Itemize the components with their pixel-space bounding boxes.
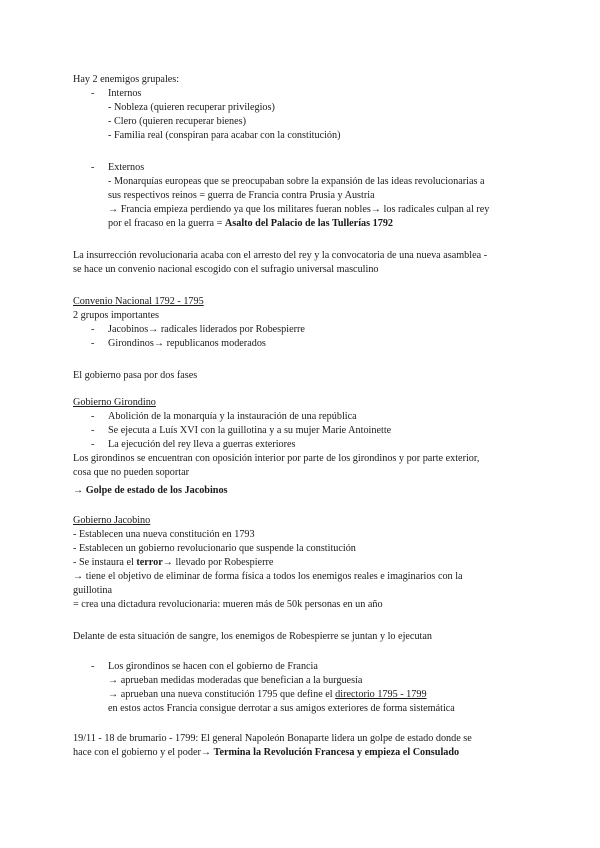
girondino-item: Se ejecuta a Luís XVI con la guillotina y a su mujer Marie Antoinette: [108, 425, 392, 436]
internos-item: - Clero (quieren recuperar bienes): [108, 116, 247, 127]
convenio-item-jacobinos: Jacobinos→ radicales liderados por Robespierre: [108, 324, 305, 335]
externos-line: → Francia empieza perdiendo ya que los militares fueran nobles→ los radicales culpan al rey: [108, 204, 490, 215]
jacobino-terror-line: [73, 556, 273, 569]
internos-item: - Nobleza (quieren recuperar privilegios): [108, 102, 275, 113]
insurreccion-line: se hace un convenio nacional escogido con el sufragio universal masculino: [73, 264, 379, 275]
girondinos-gob-title: Los girondinos se hacen con el gobierno de Francia: [108, 661, 318, 672]
girondinos-gob-directorio-line: [108, 688, 427, 701]
externos-title: Externos: [108, 162, 145, 173]
girondino-dash: -: [91, 425, 95, 436]
terror-word: terror: [136, 557, 163, 568]
girondinos-gob-l2-pre: → aprueban una nueva constitución 1795 que define el: [108, 689, 336, 700]
girondino-item: La ejecución del rey lleva a guerras exteriores: [108, 439, 296, 450]
girondino-line: cosa que no pueden soportar: [73, 467, 189, 478]
jacobino-line: - Establecen una nueva constitución en 1793: [73, 529, 255, 540]
internos-title: Internos: [108, 88, 142, 99]
convenio-heading: Convenio Nacional 1792 - 1795: [73, 296, 204, 307]
externos-line: sus respectivos reinos = guerra de Francia contra Prusia y Austria: [108, 190, 375, 201]
jacobino-line: → tiene el objetivo de eliminar de forma física a todos los enemigos reales e imaginarios con la: [73, 571, 463, 582]
jacobino-line: - Establecen un gobierno revolucionario que suspende la constitución: [73, 543, 356, 554]
girondino-heading: Gobierno Girondino: [73, 397, 156, 408]
girondino-line: Los girondinos se encuentran con oposición interior por parte de los girondinos y por parte exterior,: [73, 453, 480, 464]
convenio-sub: 2 grupos importantes: [73, 310, 160, 321]
jacobino-line: = crea una dictadura revolucionaria: mueren más de 50k personas en un año: [73, 599, 383, 610]
fases-line: El gobierno pasa por dos fases: [73, 370, 198, 381]
externos-dash: -: [91, 162, 95, 173]
intro-line: Hay 2 enemigos grupales:: [73, 74, 180, 85]
girondinos-gob-line: → aprueban medidas moderadas que benefician a la burguesía: [108, 675, 363, 686]
jacobino-line: guillotina: [73, 585, 113, 596]
convenio-item-girondinos: Girondinos→ republicanos moderados: [108, 338, 266, 349]
jacobino-heading: Gobierno Jacobino: [73, 515, 151, 526]
internos-item: - Familia real (conspiran para acabar con la constitución): [108, 130, 341, 141]
girondino-dash: -: [91, 439, 95, 450]
insurreccion-line: La insurrección revolucionaria acaba con el arresto del rey y la convocatoria de una nueva asamblea -: [73, 250, 488, 261]
girondino-dash: -: [91, 411, 95, 422]
girondinos-gob-line: en estos actos Francia consigue derrotar a sus amigos exteriores de forma sistemática: [108, 703, 455, 714]
final-line-2: [73, 746, 459, 759]
directorio-link: directorio 1795 - 1799: [335, 689, 427, 700]
termina-revolucion: Termina la Revolución Francesa y empieza el Consulado: [213, 747, 460, 758]
convenio-dash: -: [91, 338, 95, 349]
externos-line-4-text: por el fracaso en la guerra =: [108, 218, 225, 229]
internos-dash: -: [91, 88, 95, 99]
jacobino-terror-pre: - Se instaura el: [73, 557, 137, 568]
delante-line: Delante de esta situación de sangre, los enemigos de Robespierre se juntan y lo ejecutan: [73, 631, 432, 642]
externos-line: - Monarquías europeas que se preocupaban sobre la expansión de las ideas revolucionarias a: [108, 176, 485, 187]
asalto-tullerias: Asalto del Palacio de las Tullerías 1792: [224, 218, 394, 229]
final-line: 19/11 - 18 de brumario - 1799: El general Napoleón Bonaparte lidera un golpe de estado donde se: [73, 733, 472, 744]
externos-line-4: [108, 217, 393, 230]
girondino-item: Abolición de la monarquía y la instauración de una república: [108, 411, 357, 422]
girondinos-gob-dash: -: [91, 661, 95, 672]
jacobino-terror-post: → llevado por Robespierre: [162, 557, 274, 568]
final-line-2-pre: hace con el gobierno y el poder→: [73, 747, 214, 758]
golpe-jacobinos: → Golpe de estado de los Jacobinos: [73, 485, 228, 496]
convenio-dash: -: [91, 324, 95, 335]
